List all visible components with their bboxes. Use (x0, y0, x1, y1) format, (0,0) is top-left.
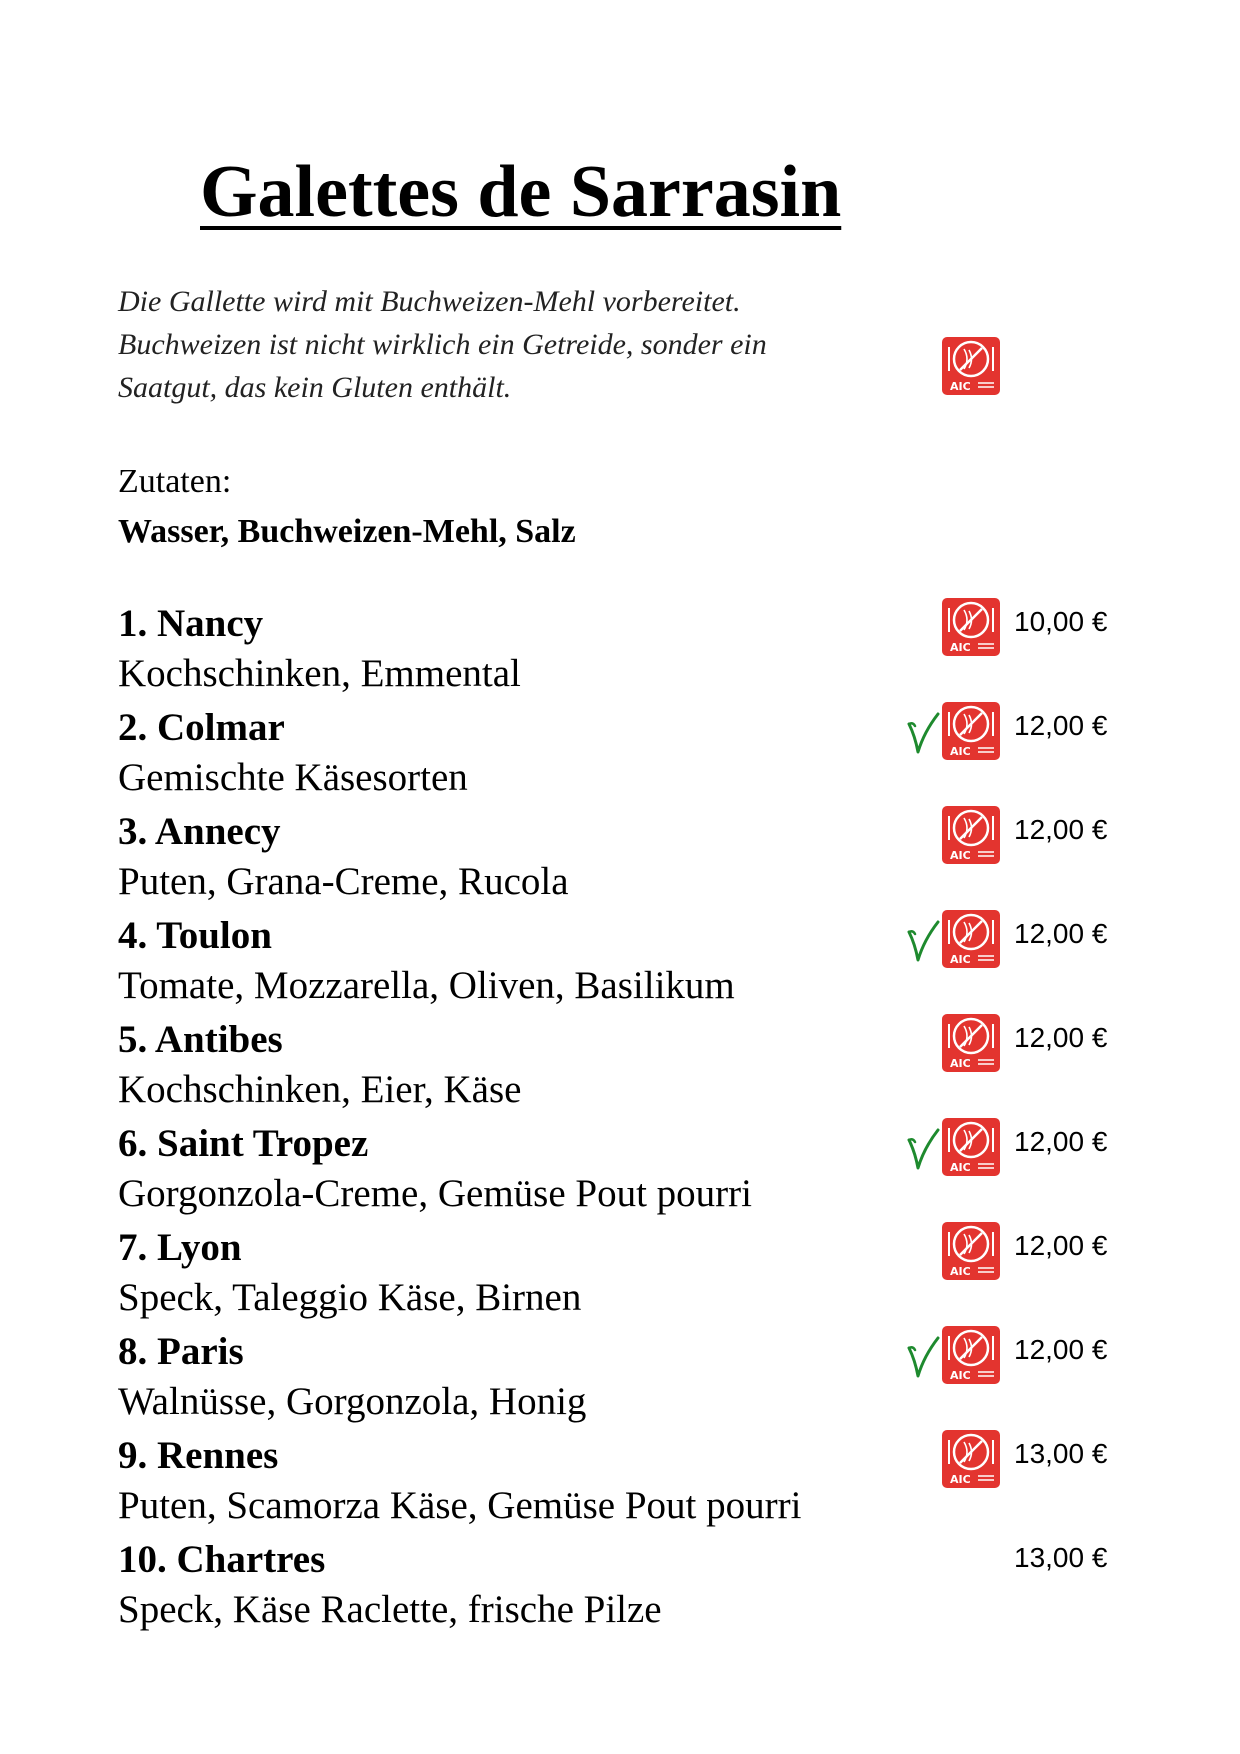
menu-item-description: Walnüsse, Gorgonzola, Honig (118, 1380, 587, 1423)
menu-item-price: 13,00 € (1014, 1542, 1108, 1573)
gluten-free-aic-icon (942, 702, 1000, 760)
menu-item-price: 12,00 € (1014, 1230, 1108, 1261)
intro-line: Die Gallette wird mit Buchweizen-Mehl vorbereitet. (118, 285, 741, 318)
menu-item-description: Tomate, Mozzarella, Oliven, Basilikum (118, 964, 735, 1007)
menu-item (0, 1014, 1240, 1118)
menu-item-description: Kochschinken, Emmental (118, 652, 521, 695)
menu-item-description: Gemischte Käsesorten (118, 756, 468, 799)
menu-item-name: 8. Paris (118, 1330, 244, 1373)
gluten-free-aic-icon (942, 1430, 1000, 1488)
menu-item-description: Gorgonzola-Creme, Gemüse Pout pourri (118, 1172, 752, 1215)
menu-item-description: Puten, Grana-Creme, Rucola (118, 860, 569, 903)
svg-text:AIC: AIC (950, 1057, 971, 1070)
menu-item-price: 12,00 € (1014, 814, 1108, 845)
menu-item (0, 910, 1240, 1014)
menu-item-name: 4. Toulon (118, 914, 272, 957)
menu-item-price: 10,00 € (1014, 606, 1108, 637)
svg-text:AIC: AIC (950, 1369, 971, 1382)
intro-line: Buchweizen ist nicht wirklich ein Getreide, sonder ein (118, 328, 767, 361)
menu-item-description: Kochschinken, Eier, Käse (118, 1068, 522, 1111)
menu-item-name: 3. Annecy (118, 810, 281, 853)
page-title: Galettes de Sarrasin (200, 151, 842, 233)
menu-item-name: 2. Colmar (118, 706, 285, 749)
menu-item-description: Speck, Käse Raclette, frische Pilze (118, 1588, 662, 1631)
gluten-free-aic-icon (942, 337, 1000, 395)
menu-item (0, 1430, 1240, 1534)
menu-item-name: 10. Chartres (118, 1538, 326, 1581)
svg-text:AIC: AIC (950, 1265, 971, 1278)
svg-text:AIC: AIC (950, 1473, 971, 1486)
menu-item (0, 702, 1240, 806)
svg-text:AIC: AIC (950, 641, 971, 654)
intro-paragraph (118, 280, 888, 409)
ingredients-label: Zutaten: (118, 463, 232, 500)
gluten-free-aic-icon (942, 1014, 1000, 1072)
gluten-free-aic-icon (942, 598, 1000, 656)
gluten-free-aic-icon (942, 1222, 1000, 1280)
menu-item (0, 1222, 1240, 1326)
intro-line: Saatgut, das kein Gluten enthält. (118, 371, 512, 404)
menu-item-description: Puten, Scamorza Käse, Gemüse Pout pourri (118, 1484, 802, 1527)
menu-item-name: 7. Lyon (118, 1226, 242, 1269)
vegetarian-check-icon (906, 710, 940, 756)
gluten-free-aic-icon (942, 806, 1000, 864)
gluten-free-aic-icon (942, 910, 1000, 968)
menu-item-name: 9. Rennes (118, 1434, 279, 1477)
vegetarian-check-icon (906, 918, 940, 964)
svg-text:AIC: AIC (950, 1161, 971, 1174)
menu-list (0, 598, 1240, 1638)
menu-item (0, 806, 1240, 910)
gluten-free-aic-icon (942, 1118, 1000, 1176)
menu-item-name: 1. Nancy (118, 602, 264, 645)
menu-item (0, 598, 1240, 702)
gluten-free-aic-icon (942, 1326, 1000, 1384)
menu-item-name: 6. Saint Tropez (118, 1122, 369, 1165)
svg-text:AIC: AIC (950, 849, 971, 862)
vegetarian-check-icon (906, 1126, 940, 1172)
menu-item-price: 12,00 € (1014, 1022, 1108, 1053)
svg-text:AIC: AIC (950, 953, 971, 966)
menu-item (0, 1534, 1240, 1638)
menu-item-description: Speck, Taleggio Käse, Birnen (118, 1276, 582, 1319)
menu-item-price: 13,00 € (1014, 1438, 1108, 1469)
menu-item-price: 12,00 € (1014, 710, 1108, 741)
menu-item-price: 12,00 € (1014, 918, 1108, 949)
ingredients-text: Wasser, Buchweizen-Mehl, Salz (118, 513, 576, 550)
menu-item (0, 1118, 1240, 1222)
menu-item (0, 1326, 1240, 1430)
menu-item-price: 12,00 € (1014, 1334, 1108, 1365)
svg-text:AIC: AIC (950, 380, 971, 393)
svg-text:AIC: AIC (950, 745, 971, 758)
menu-item-name: 5. Antibes (118, 1018, 283, 1061)
menu-item-price: 12,00 € (1014, 1126, 1108, 1157)
vegetarian-check-icon (906, 1334, 940, 1380)
